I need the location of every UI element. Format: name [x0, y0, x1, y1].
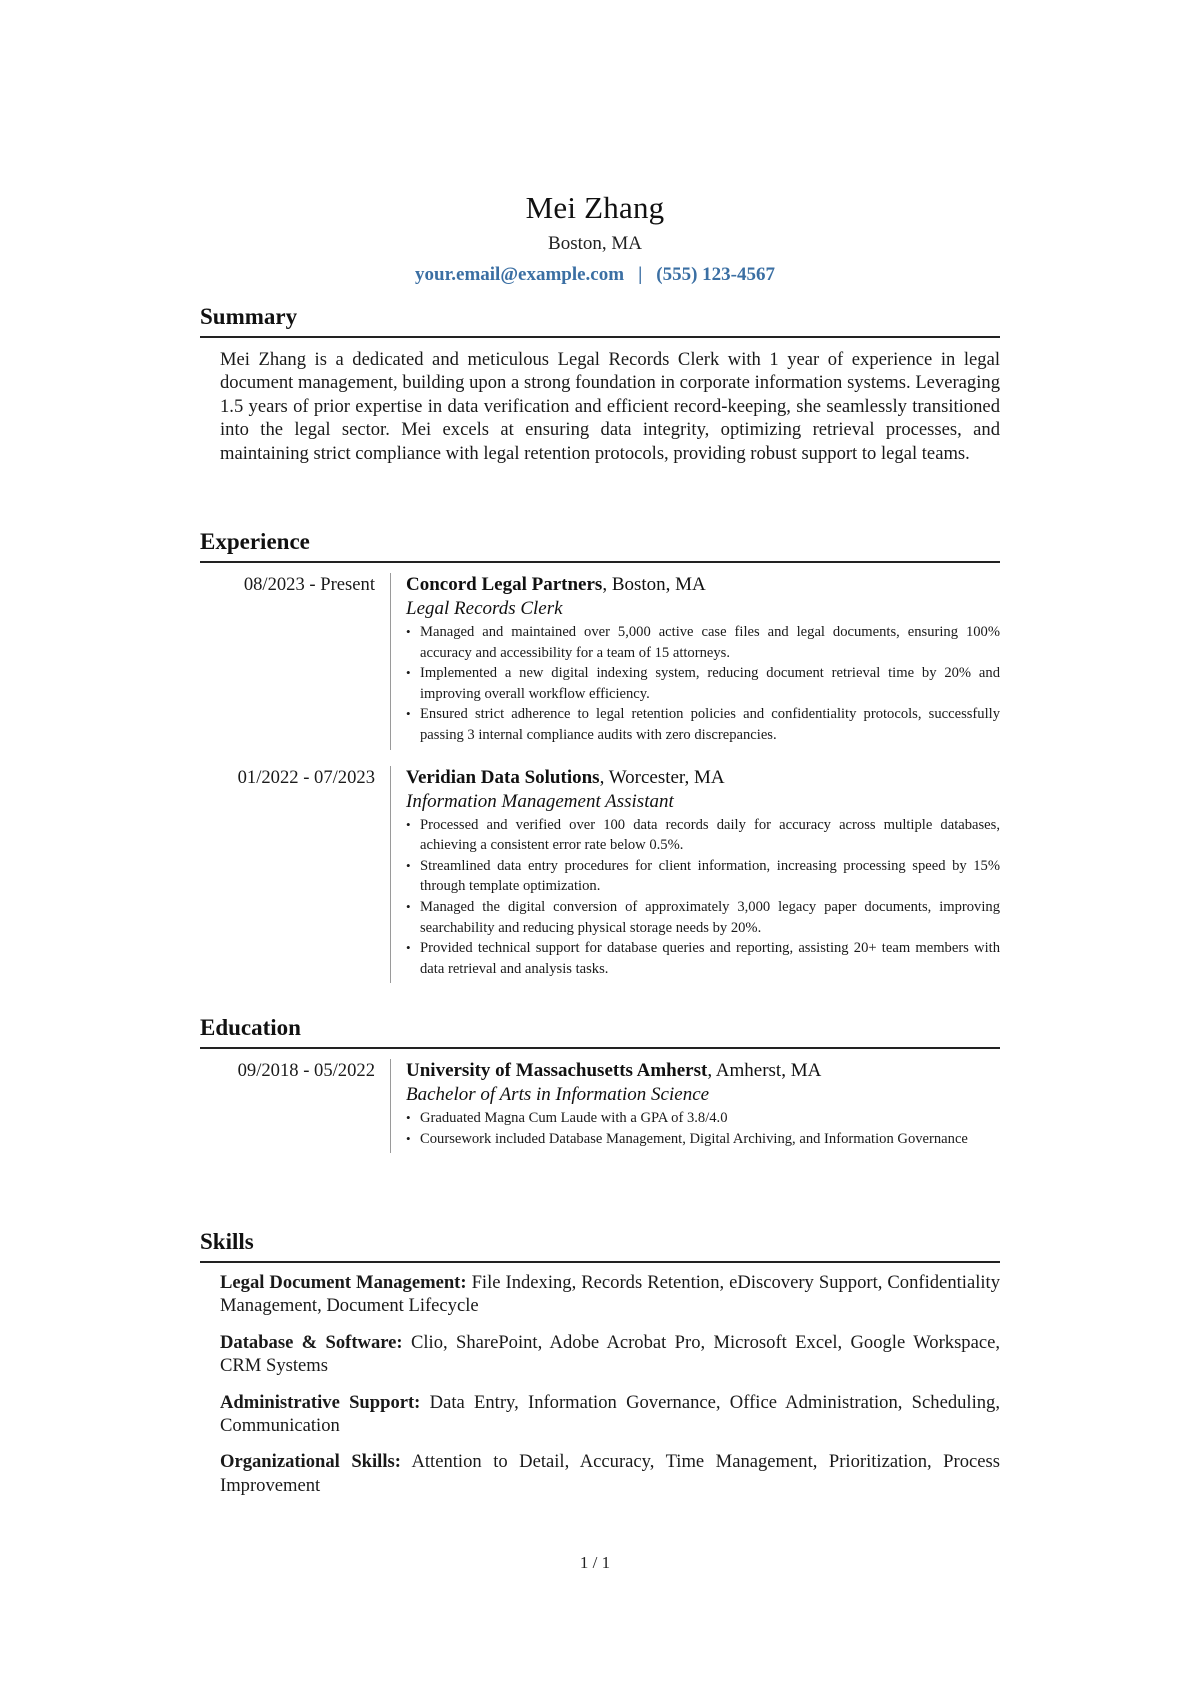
entry-date: 08/2023 - Present — [243, 574, 375, 595]
experience-section — [200, 528, 1000, 983]
entry-role: Legal Records Clerk — [406, 598, 563, 619]
skill-label: Organizational Skills: — [220, 1451, 401, 1473]
entry-org — [406, 1059, 1000, 1083]
section-title-experience: Experience — [200, 528, 1000, 563]
skill-value: File Indexing, Records Retention, eDiscovery Support, Confidentiality Management, Document Lifecycle — [220, 1272, 1000, 1317]
org-name: Veridian Data Solutions — [406, 766, 600, 788]
org-location: , Worcester, MA — [599, 766, 725, 788]
skill-row — [220, 1271, 1000, 1318]
page-number: 1 / 1 — [579, 1553, 611, 1572]
bullet-item: • Implemented a new digital indexing system, reducing document retrieval time by 20% and improving overall workflow efficiency. — [406, 663, 1000, 704]
bullet-list — [406, 1108, 1000, 1149]
skill-row — [220, 1391, 1000, 1438]
resume-header — [0, 190, 1190, 288]
degree: Bachelor of Arts in Information Science — [406, 1084, 710, 1105]
entry-date: 09/2018 - 05/2022 — [237, 1060, 375, 1081]
contact-line — [0, 262, 1190, 288]
summary-text: Mei Zhang is a dedicated and meticulous Legal Records Clerk with 1 year of experience in legal document management, building upon a strong foundation in corporate information systems. Leveraging 1.5 years of prior expertise in data verification and efficient record-keeping, she seamlessly transitioned into the legal sector. Mei excels at ensuring data integrity, optimizing retrieval processes, and maintaining strict compliance with legal retention protocols, providing robust support to legal teams. — [220, 349, 1000, 464]
org-name: Concord Legal Partners — [406, 574, 603, 595]
entry-org — [406, 766, 1000, 790]
entry-body — [390, 573, 1000, 750]
education-section — [200, 1014, 1000, 1153]
bullet-item: • Managed the digital conversion of approximately 3,000 legacy paper documents, improving searchability and reducing physical storage needs by 20%. — [406, 897, 1000, 938]
section-title-skills: Skills — [200, 1228, 1000, 1263]
contact-separator: | — [638, 264, 643, 285]
school-name: University of Massachusetts Amherst — [406, 1060, 708, 1081]
candidate-name: Mei Zhang — [525, 190, 665, 225]
org-location: , Boston, MA — [602, 574, 706, 595]
entry-org — [406, 573, 1000, 597]
bullet-item: • Ensured strict adherence to legal retention policies and confidentiality protocols, successfully passing 3 internal compliance audits with zero discrepancies. — [406, 704, 1000, 745]
bullet-item: • Provided technical support for database queries and reporting, assisting 20+ team members with data retrieval and analysis tasks. — [406, 938, 1000, 979]
phone-link[interactable]: (555) 123-4567 — [656, 264, 775, 285]
skill-row — [220, 1450, 1000, 1497]
skill-label: Legal Document Management: — [220, 1272, 467, 1293]
summary-section — [200, 303, 1000, 465]
candidate-location: Boston, MA — [548, 233, 642, 254]
experience-entry — [200, 573, 1000, 750]
entry-body — [390, 1059, 1000, 1153]
bullet-item: • Graduated Magna Cum Laude with a GPA of 3.8/4.0 — [406, 1108, 1000, 1129]
education-entry — [200, 1059, 1000, 1153]
skill-value: Data Entry, Information Governance, Office Administration, Scheduling, Communication — [220, 1391, 1000, 1437]
section-title-education: Education — [200, 1014, 1000, 1049]
section-title-summary: Summary — [200, 303, 1000, 338]
skill-value: Clio, SharePoint, Adobe Acrobat Pro, Microsoft Excel, Google Workspace, CRM Systems — [220, 1331, 1001, 1377]
email-link[interactable]: your.email@example.com — [415, 264, 625, 285]
bullet-item: • Streamlined data entry procedures for client information, increasing processing speed by 15% through template optimization. — [406, 856, 1000, 897]
skill-label: Administrative Support: — [220, 1391, 421, 1413]
entry-body — [390, 766, 1000, 984]
bullet-item: • Managed and maintained over 5,000 active case files and legal documents, ensuring 100% accuracy and accessibility for a team of 15 attorneys. — [406, 622, 1000, 663]
bullet-list — [406, 815, 1000, 980]
school-location: , Amherst, MA — [707, 1060, 822, 1081]
skills-list — [220, 1271, 1000, 1497]
bullet-item: • Processed and verified over 100 data records daily for accuracy across multiple databases, achieving a consistent error rate below 0.5%. — [406, 815, 1000, 856]
bullet-item: • Coursework included Database Management, Digital Archiving, and Information Governance — [406, 1129, 1000, 1150]
skill-value: Attention to Detail, Accuracy, Time Management, Prioritization, Process Improvement — [220, 1451, 1000, 1496]
skill-row — [220, 1331, 1000, 1378]
skills-section — [200, 1228, 1000, 1510]
skill-label: Database & Software: — [220, 1331, 403, 1353]
bullet-list — [406, 622, 1000, 746]
entry-role: Information Management Assistant — [406, 790, 674, 812]
experience-entry — [200, 766, 1000, 984]
entry-date: 01/2022 - 07/2023 — [237, 766, 375, 788]
